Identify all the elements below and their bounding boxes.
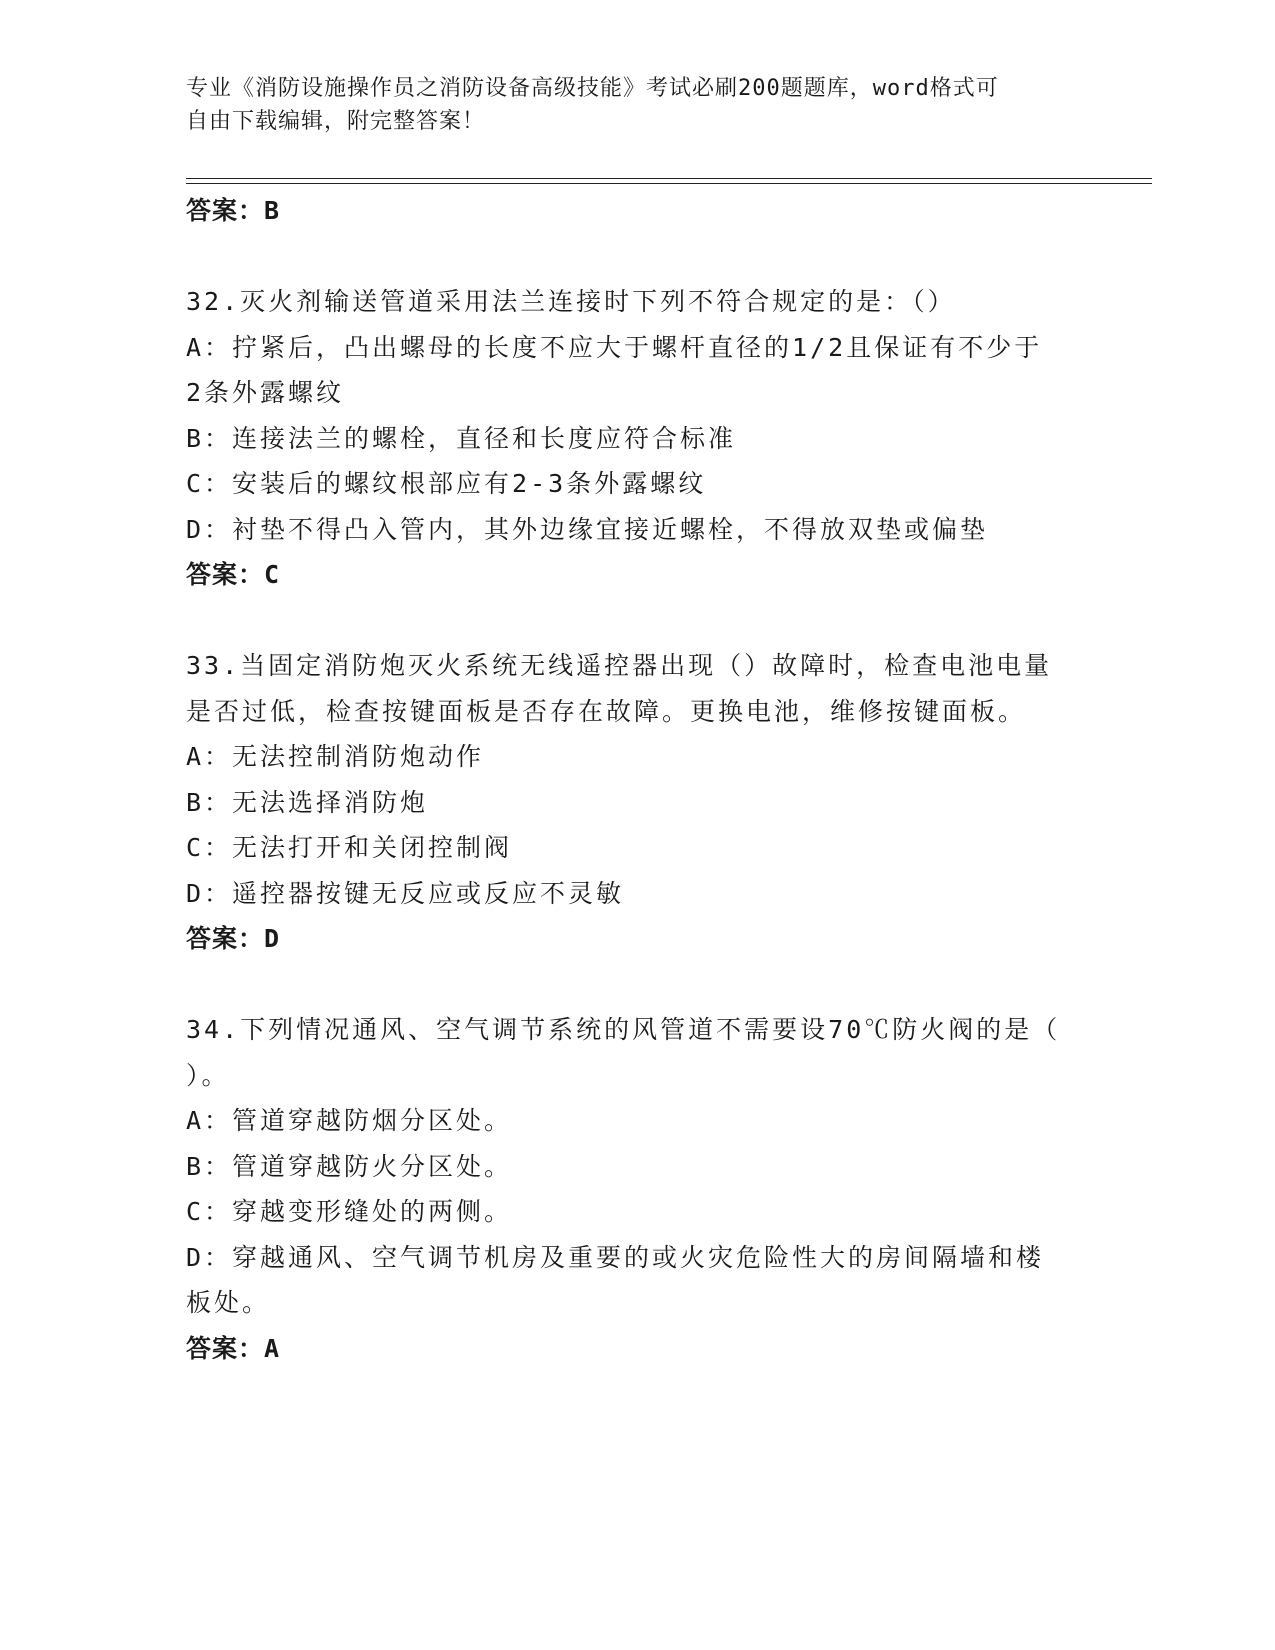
question-text: 34.下列情况通风、空气调节系统的风管道不需要设70℃防火阀的是（ [186, 1015, 1061, 1044]
option-d: D：衬垫不得凸入管内，其外边缘宜接近螺栓，不得放双垫或偏垫 [186, 514, 989, 544]
header-divider-bottom [186, 183, 1152, 184]
page-header [186, 72, 1086, 138]
answer: 答案：D [186, 924, 281, 953]
option-c: C：穿越变形缝处的两侧。 [186, 1197, 513, 1226]
header-line-1: 专业《消防设施操作员之消防设备高级技能》考试必刷200题题库，word格式可 [186, 76, 999, 101]
question-text: 33.当固定消防炮灭火系统无线遥控器出现（）故障时，检查电池电量 [186, 651, 1053, 680]
option-a-continued: 2条外露螺纹 [186, 378, 345, 407]
question-list [186, 188, 1086, 1371]
question-text-continued: 是否过低，检查按键面板是否存在故障。更换电池，维修按键面板。 [186, 696, 1027, 726]
option-d-continued: 板处。 [186, 1288, 271, 1317]
header-line-2: 自由下载编辑，附完整答案！ [186, 109, 486, 134]
answer: 答案：A [186, 1333, 281, 1363]
option-d: D：穿越通风、空气调节机房及重要的或火灾危险性大的房间隔墙和楼 [186, 1242, 1045, 1272]
option-d: D：遥控器按键无反应或反应不灵敏 [186, 878, 625, 908]
previous-answer: 答案：B [186, 196, 281, 225]
option-b: B：无法选择消防炮 [186, 787, 429, 817]
question-text-continued: ）。 [186, 1060, 230, 1090]
spacer [186, 234, 1086, 280]
option-a: A：无法控制消防炮动作 [186, 742, 485, 771]
question-32 [186, 279, 1086, 598]
spacer [186, 962, 1086, 1008]
option-c: C：安装后的螺纹根部应有2-3条外露螺纹 [186, 469, 707, 498]
header-divider-top [186, 178, 1152, 179]
option-a: A：拧紧后，凸出螺母的长度不应大于螺杆直径的1/2且保证有不少于 [186, 332, 1043, 362]
option-c: C：无法打开和关闭控制阀 [186, 833, 513, 862]
spacer [186, 598, 1086, 644]
option-b: B：管道穿越防火分区处。 [186, 1151, 513, 1181]
answer: 答案：C [186, 560, 281, 589]
option-b: B：连接法兰的螺栓，直径和长度应符合标准 [186, 423, 737, 453]
option-a: A：管道穿越防烟分区处。 [186, 1106, 513, 1135]
question-text: 32.灭火剂输送管道采用法兰连接时下列不符合规定的是：（） [186, 287, 956, 316]
question-34 [186, 1007, 1086, 1371]
question-33 [186, 643, 1086, 962]
